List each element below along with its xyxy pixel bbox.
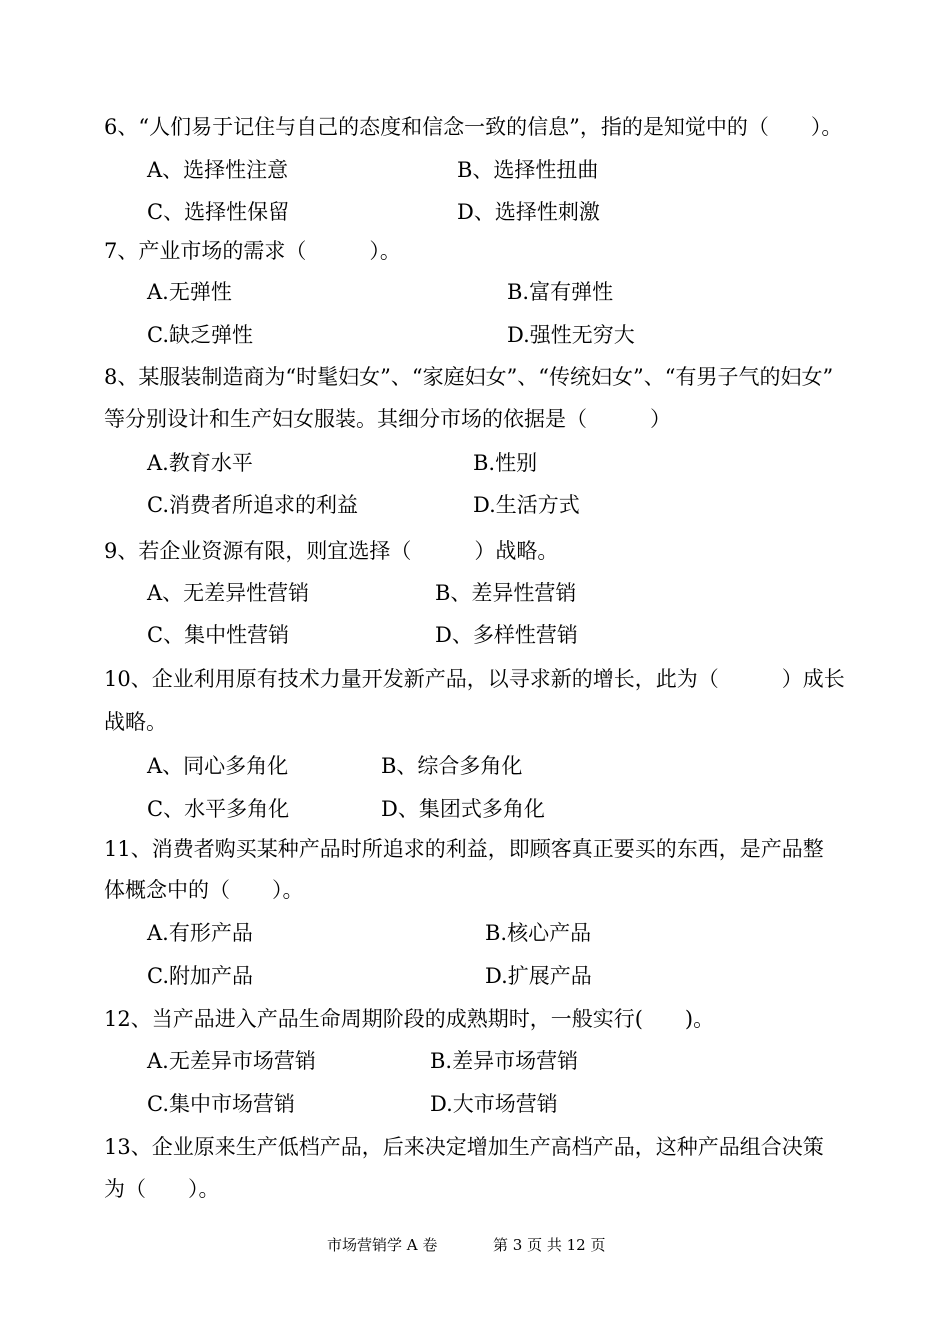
question-stem-continued: 战略。 xyxy=(104,710,167,734)
option-b: B.富有弹性 xyxy=(507,280,614,304)
question-stem: 8、某服装制造商为“时髦妇女”、“家庭妇女”、“传统妇女”、“有男子气的妇女” xyxy=(104,365,834,389)
question-stem: 6、“人们易于记住与自己的态度和信念一致的信息”，指的是知觉中的（ ）。 xyxy=(104,115,843,139)
option-d: D.强性无穷大 xyxy=(507,323,635,347)
question-stem: 10、企业利用原有技术力量开发新产品，以寻求新的增长，此为（ ）成长 xyxy=(104,667,845,691)
option-c: C.消费者所追求的利益 xyxy=(147,493,358,517)
question-stem: 12、当产品进入产品生命周期阶段的成熟期时，一般实行( )。 xyxy=(104,1007,715,1031)
option-d: D.大市场营销 xyxy=(430,1092,558,1116)
option-c: C、水平多角化 xyxy=(147,797,290,821)
option-d: D.生活方式 xyxy=(473,493,580,517)
option-c: C、集中性营销 xyxy=(147,623,290,647)
option-c: C.集中市场营销 xyxy=(147,1092,295,1116)
option-b: B.核心产品 xyxy=(485,921,592,945)
question-stem: 7、产业市场的需求（ ）。 xyxy=(104,239,401,263)
question-stem: 9、若企业资源有限，则宜选择（ ）战略。 xyxy=(104,539,559,563)
option-b: B、综合多角化 xyxy=(381,754,523,778)
option-b: B、选择性扭曲 xyxy=(457,158,599,182)
option-b: B.性别 xyxy=(473,451,538,475)
question-stem: 13、企业原来生产低档产品，后来决定增加生产高档产品，这种产品组合决策 xyxy=(104,1135,824,1159)
option-d: D.扩展产品 xyxy=(485,964,592,988)
option-a: A、无差异性营销 xyxy=(147,581,310,605)
option-d: D、选择性刺激 xyxy=(457,200,600,224)
option-d: D、集团式多角化 xyxy=(381,797,545,821)
option-c: C、选择性保留 xyxy=(147,200,290,224)
question-stem-continued: 等分别设计和生产妇女服装。其细分市场的依据是（ ） xyxy=(104,407,671,431)
option-c: C.附加产品 xyxy=(147,964,253,988)
option-a: A.有形产品 xyxy=(147,921,253,945)
option-a: A、选择性注意 xyxy=(147,158,289,182)
question-stem-continued: 为（ ）。 xyxy=(104,1177,220,1201)
option-c: C.缺乏弹性 xyxy=(147,323,253,347)
footer-paper-name: 市场营销学 A 卷 xyxy=(327,1236,438,1254)
option-a: A.教育水平 xyxy=(147,451,253,475)
footer-page-number: 第 3 页 共 12 页 xyxy=(493,1236,606,1254)
question-stem-continued: 体概念中的（ ）。 xyxy=(104,878,304,902)
option-a: A.无差异市场营销 xyxy=(147,1049,316,1073)
option-a: A、同心多角化 xyxy=(147,754,289,778)
option-a: A.无弹性 xyxy=(147,280,232,304)
question-stem: 11、消费者购买某种产品时所追求的利益，即顾客真正要买的东西，是产品整 xyxy=(104,837,824,861)
option-d: D、多样性营销 xyxy=(435,623,578,647)
option-b: B、差异性营销 xyxy=(435,581,577,605)
option-b: B.差异市场营销 xyxy=(430,1049,579,1073)
